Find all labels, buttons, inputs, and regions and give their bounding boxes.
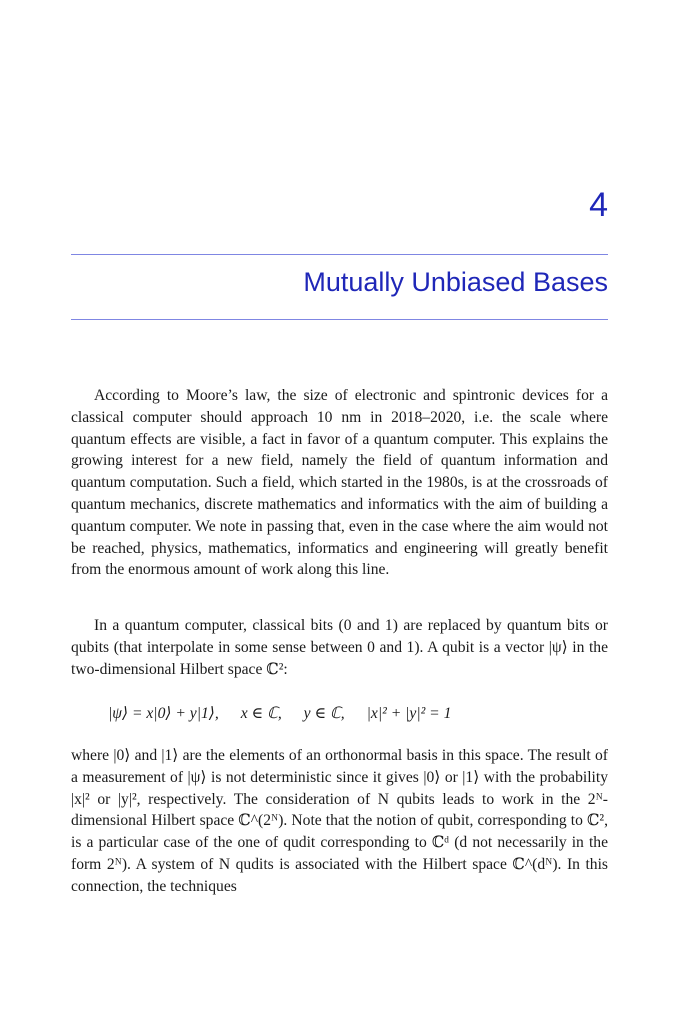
- paragraph-moores-law: According to Moore’s law, the size of electronic and spintronic devices for a classical computer should approach 10 nm in 2018–2020, i.e. the scale where quantum effects are visible, a fact in favor of a quantum computer. This explains the growing interest for a new field, namely the field of quantum information and quantum computation. Such a field, which started in the 1980s, is at the crossroads of quantum mechanics, discrete mathematics and informatics with the aim of building a quantum computer. We note in passing that, even in the case where the aim would not be reached, physics, mathematics, informatics and engineering will greatly benefit from the enormous amount of work along this line.: [71, 387, 608, 579]
- equation-normalization: |x|² + |y|² = 1: [366, 705, 452, 722]
- equation-condition-y: y ∈ ℂ,: [303, 705, 345, 722]
- chapter-title: Mutually Unbiased Bases: [303, 267, 608, 297]
- title-rule-top: [71, 254, 608, 255]
- equation-condition-x: x ∈ ℂ,: [240, 705, 282, 722]
- paragraph-measurement: where |0⟩ and |1⟩ are the elements of an orthonormal basis in this space. The result of a measurement of |ψ⟩ is not deterministic since it gives |0⟩ or |1⟩ with the probability |x|² or |y|², respectively. The consideration of N qubits leads to work in the 2ᴺ-dimensional Hilbert space ℂ^(2ᴺ). Note that the notion of qubit, corresponding to ℂ², is a particular case of the one of qudit corresponding to ℂᵈ (d not necessarily in the form 2ᴺ). A system of N qudits is associated with the Hilbert space ℂ^(dᴺ). In this connection, the techniques: [71, 747, 608, 895]
- qubit-equation: [108, 704, 451, 723]
- paragraph-qubits: In a quantum computer, classical bits (0 and 1) are replaced by quantum bits or qubits (that interpolate in some sense between 0 and 1). A qubit is a vector |ψ⟩ in the two-dimensional Hilbert space ℂ²:: [71, 617, 608, 678]
- chapter-number: 4: [589, 186, 608, 224]
- title-rule-bottom: [71, 319, 608, 320]
- equation-state: |ψ⟩ = x|0⟩ + y|1⟩,: [108, 705, 219, 722]
